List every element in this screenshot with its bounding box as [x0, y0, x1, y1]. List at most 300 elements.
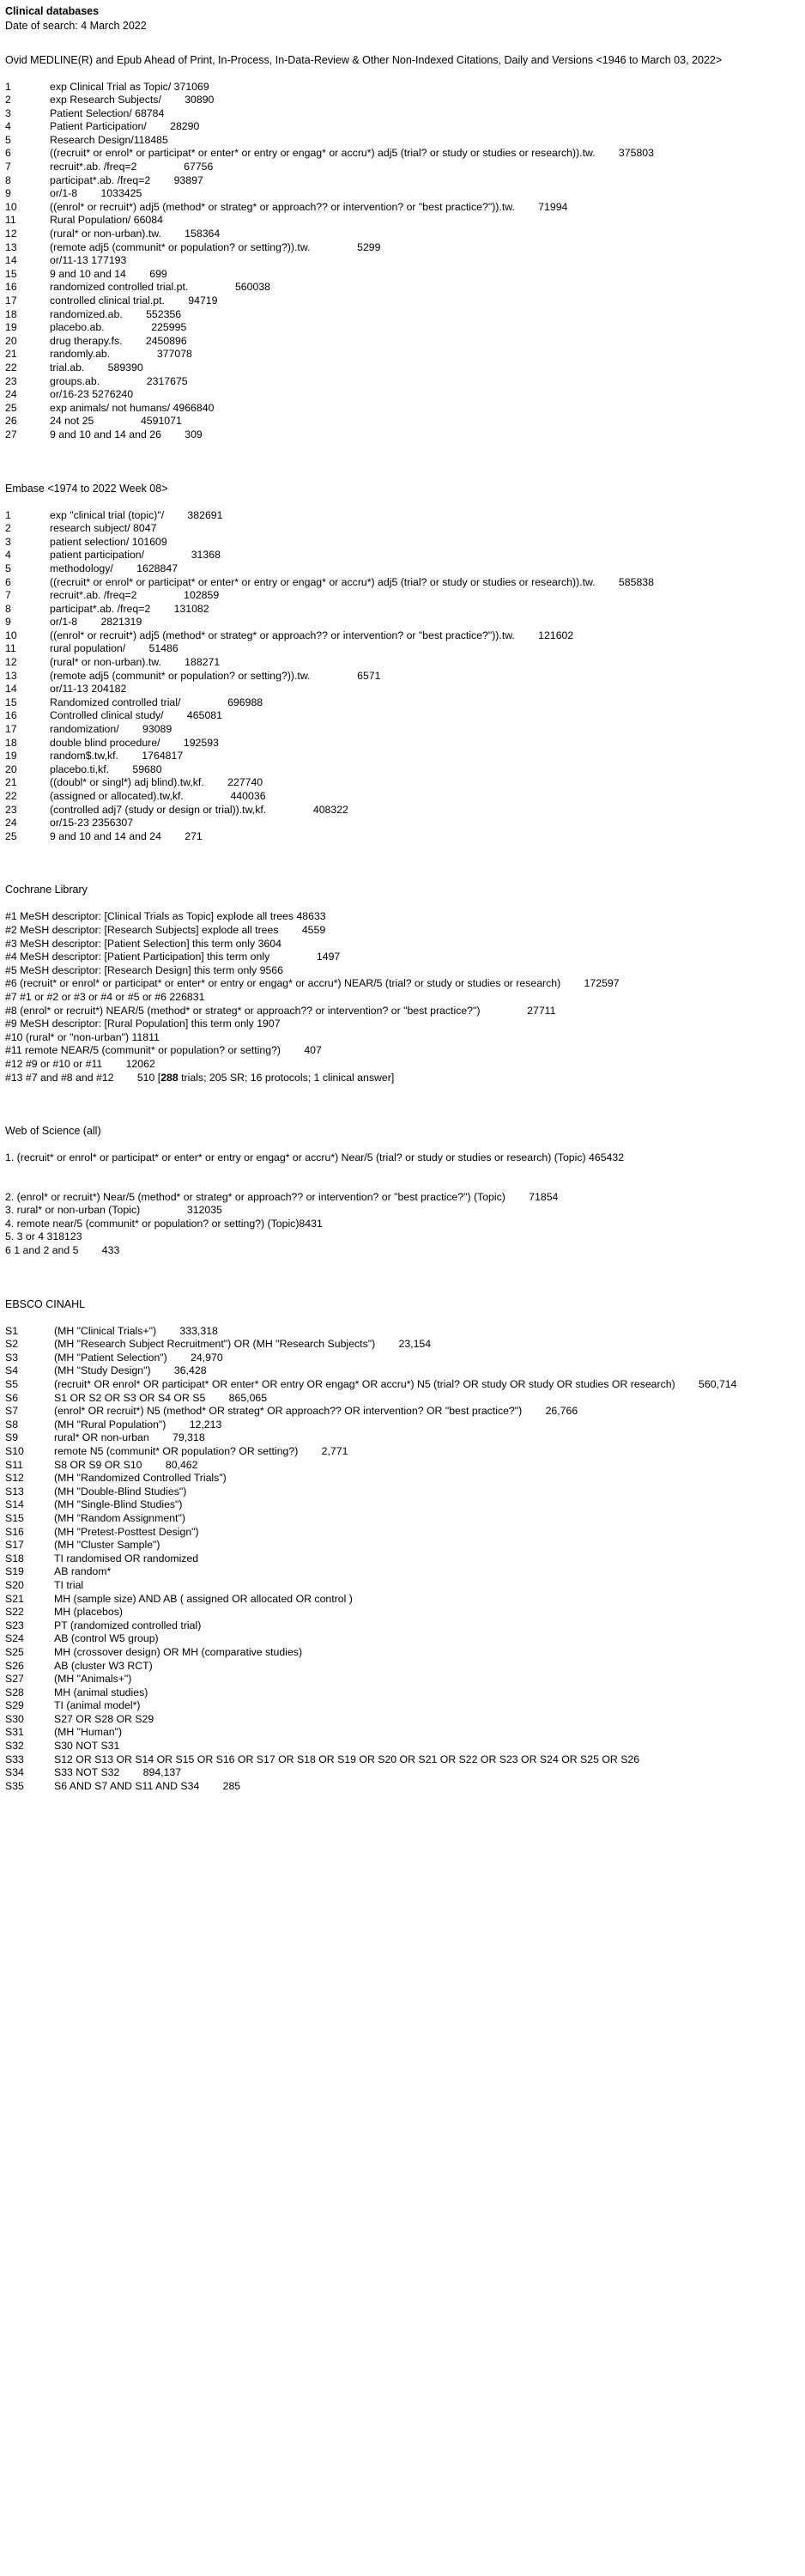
search-line-text: (remote adj5 (communit* or population? or setting?)).tw. 6571: [50, 669, 381, 682]
search-line: [5, 1058, 800, 1072]
search-line: [5, 81, 800, 94]
search-line-number: S13: [5, 1485, 24, 1498]
search-line-text: (rural* or non-urban).tw. 158364: [50, 228, 221, 240]
search-line-number: 16: [5, 281, 17, 294]
search-line: [5, 335, 800, 349]
search-line-text: Research Design/118485: [50, 133, 168, 146]
search-line-text: #4 MeSH descriptor: [Patient Participation] this term only 1497: [5, 951, 341, 963]
search-line: [5, 670, 800, 683]
search-line: [5, 1352, 800, 1365]
search-line: [5, 107, 800, 121]
database-header-cochrane: Cochrane Library: [5, 884, 88, 896]
search-line: [5, 1766, 800, 1780]
search-line-text: randomly.ab. 377078: [50, 348, 192, 361]
search-line: [5, 134, 800, 148]
search-line: [5, 1606, 800, 1619]
search-line-text: (remote adj5 (communit* or population? or setting?)).tw. 5299: [50, 240, 381, 253]
search-line-text: (rural* or non-urban).tw. 188271: [50, 656, 221, 669]
search-line-number: S5: [5, 1378, 19, 1391]
search-line-text: 3. rural* or non-urban (Topic) 312035: [5, 1204, 222, 1217]
search-line-number: 5: [5, 133, 11, 146]
search-line-number: 13: [5, 669, 17, 682]
database-section-wos: [5, 1124, 800, 1258]
search-line-number: S32: [5, 1740, 24, 1753]
search-line-number: S25: [5, 1645, 24, 1658]
search-line: [5, 1539, 800, 1552]
search-line: [5, 709, 800, 723]
search-line-text: #10 (rural* or "non-urban") 11811: [5, 1030, 160, 1043]
search-line-text: AB random*: [54, 1565, 112, 1578]
search-line: [5, 1244, 800, 1258]
search-line: [5, 991, 800, 1005]
search-line-text: S6 AND S7 AND S11 AND S34 285: [54, 1779, 241, 1792]
search-line: [5, 562, 800, 576]
search-line: [5, 1204, 800, 1218]
search-line-number: 16: [5, 709, 17, 722]
search-line-number: S18: [5, 1552, 24, 1564]
search-line-text: (recruit* OR enrol* OR participat* OR enter* OR entry OR engag* OR accru*) N5 (trial? OR study OR study OR studies OR research) 560,714: [54, 1378, 737, 1391]
database-header-wos: Web of Science (all): [5, 1125, 101, 1138]
search-line-number: 22: [5, 790, 17, 802]
search-line: [5, 1031, 800, 1045]
search-line-number: 7: [5, 161, 11, 173]
search-line: [5, 1338, 800, 1352]
search-line: [5, 268, 800, 282]
search-line-text: #13 #7 and #8 and #12 510 [: [5, 1071, 161, 1084]
search-line-text: 24 not 25 4591071: [50, 415, 182, 428]
search-line: [5, 1753, 800, 1767]
search-line-number: 6: [5, 147, 11, 160]
search-line: [5, 964, 800, 978]
search-line: [5, 1005, 800, 1018]
search-line-text: PT (randomized controlled trial): [54, 1619, 202, 1631]
search-line-text: remote N5 (communit* OR population? OR setting?) 2,771: [54, 1445, 348, 1457]
search-line: [5, 1405, 800, 1419]
search-line-text: (MH "Animals+"): [54, 1673, 132, 1686]
search-line-text: or/16-23 5276240: [50, 388, 134, 401]
search-line-text: (enrol* OR recruit*) N5 (method* OR strateg* OR approach?? OR intervention? OR "best practice?") 26,766: [54, 1405, 578, 1418]
search-line-text: (MH "Randomized Controlled Trials"): [54, 1472, 227, 1485]
search-line-number: S19: [5, 1565, 24, 1578]
search-line-number: 18: [5, 307, 17, 320]
search-line-number: 15: [5, 267, 17, 280]
search-line-text: ((recruit* or enrol* or participat* or enter* or entry or engag* or accru*) adj5 (trial? or study or studies or research)).tw. 375803: [50, 147, 654, 160]
search-line: [5, 187, 800, 201]
search-line: [5, 348, 800, 361]
search-line: [5, 509, 800, 523]
search-line-text: TI (animal model*): [54, 1699, 141, 1712]
search-line-text: #2 MeSH descriptor: [Research Subjects] explode all trees 4559: [5, 923, 326, 936]
search-line-number: S11: [5, 1458, 23, 1471]
search-line-number: 21: [5, 348, 17, 361]
search-line-text: 9 and 10 and 14 and 24 271: [50, 829, 203, 842]
search-line: [5, 1498, 800, 1512]
search-line: [5, 1378, 800, 1392]
search-line-number: S27: [5, 1673, 24, 1686]
search-line: [5, 1485, 800, 1499]
search-line-text: #6 (recruit* or enrol* or participat* or enter* or entry or engag* or accru*) NEAR/5 (trial? or study or studies or research) 172597: [5, 977, 620, 990]
search-line-number: S22: [5, 1606, 24, 1619]
search-line: [5, 910, 800, 924]
search-line-text: #12 #9 or #10 or #11 12062: [5, 1057, 155, 1070]
search-line-text: ((enrol* or recruit*) adj5 (method* or strateg* or approach?? or intervention? or "best practice?")).tw. 121602: [50, 629, 574, 641]
search-line-text: (assigned or allocated).tw,kf. 440036: [50, 790, 266, 802]
search-line-text: randomized.ab. 552356: [50, 307, 182, 320]
search-line-number: S20: [5, 1578, 24, 1591]
search-line: [5, 1512, 800, 1526]
section-gap: [5, 1084, 800, 1124]
search-line-text: Randomized controlled trial/ 696988: [50, 696, 263, 708]
search-line-text: rural* OR non-urban 79,318: [54, 1431, 205, 1444]
search-line-text: (MH "Study Design") 36,428: [54, 1364, 207, 1377]
search-line: [5, 1579, 800, 1593]
search-line-number: S24: [5, 1632, 24, 1645]
search-line-number: 20: [5, 334, 17, 347]
search-line-number: 25: [5, 401, 17, 414]
search-line-text: AB (control W5 group): [54, 1632, 159, 1645]
database-header-embase: Embase <1974 to 2022 Week 08>: [5, 482, 168, 495]
search-line-number: S4: [5, 1364, 19, 1377]
search-line: [5, 576, 800, 590]
search-line-text: (MH "Single-Blind Studies"): [54, 1498, 183, 1511]
search-line: [5, 1526, 800, 1540]
search-line: [5, 254, 800, 268]
database-header-medline: Ovid MEDLINE(R) and Epub Ahead of Print, In-Process, In-Data-Review & Other Non-Indexed Citations, Daily and Versions <1946 to March 03, 2022>: [5, 53, 723, 66]
search-line-text: #11 remote NEAR/5 (communit* or population? or setting?) 407: [5, 1044, 322, 1057]
search-line-text: MH (sample size) AND AB ( assigned OR allocated OR control ): [54, 1592, 353, 1605]
search-line-number: S3: [5, 1351, 19, 1364]
header-gap: [5, 1138, 800, 1151]
search-line: [5, 830, 800, 844]
search-line-text: (MH "Random Assignment"): [54, 1511, 185, 1524]
database-section-cochrane: [5, 883, 800, 1084]
search-line-text: recruit*.ab. /freq=2 67756: [50, 161, 214, 173]
search-line-number: S34: [5, 1766, 24, 1779]
search-line-number: 19: [5, 750, 17, 762]
search-line-text: placebo.ti,kf. 59680: [50, 762, 162, 775]
search-line-number: 8: [5, 173, 11, 186]
search-line: [5, 1191, 800, 1205]
search-line-list-embase: [5, 509, 800, 844]
search-line-text: methodology/ 1628847: [50, 562, 179, 574]
search-line-number: 9: [5, 616, 11, 629]
search-line: [5, 402, 800, 416]
search-line-number: S16: [5, 1525, 24, 1538]
search-line: [5, 804, 800, 817]
search-line-number: 4: [5, 120, 11, 133]
search-line-text: TI trial: [54, 1578, 84, 1591]
search-line-number: S35: [5, 1779, 24, 1792]
search-line-text: 5. 3 or 4 318123: [5, 1230, 82, 1243]
search-line: [5, 589, 800, 603]
search-line-number: S17: [5, 1539, 24, 1552]
search-line: [5, 616, 800, 629]
document-header: [5, 5, 800, 33]
search-line-number: 1: [5, 508, 11, 521]
search-line: [5, 415, 800, 428]
search-line-text: S12 OR S13 OR S14 OR S15 OR S16 OR S17 OR S18 OR S19 OR S20 OR S21 OR S22 OR S23 OR S24 OR S25 OR S26: [54, 1753, 640, 1765]
search-line-text: 4. remote near/5 (communit* or population? or setting?) (Topic)8431: [5, 1217, 323, 1230]
search-line-number: 22: [5, 361, 17, 374]
search-line-number: S23: [5, 1619, 24, 1631]
search-line-text: (MH "Cluster Sample"): [54, 1539, 160, 1552]
search-line-text: 9 and 10 and 14 699: [50, 267, 167, 280]
search-line-number: 7: [5, 589, 11, 602]
search-line: [5, 938, 800, 951]
search-line: [5, 522, 800, 536]
search-line-number: S9: [5, 1431, 19, 1444]
search-line: [5, 1165, 800, 1191]
search-line: [5, 656, 800, 670]
search-line: [5, 1151, 800, 1165]
search-line: [5, 174, 800, 188]
search-line-number: 3: [5, 535, 11, 548]
search-line: [5, 750, 800, 763]
search-line-number: S33: [5, 1753, 24, 1765]
search-line: [5, 776, 800, 790]
search-line-number: S21: [5, 1592, 24, 1605]
search-line-number: 24: [5, 388, 17, 401]
section-gap: [5, 1258, 800, 1297]
search-line: [5, 147, 800, 161]
search-line: [5, 1726, 800, 1740]
search-line-text: exp Research Subjects/ 30890: [50, 94, 215, 106]
search-line-text: MH (crossover design) OR MH (comparative studies): [54, 1645, 303, 1658]
search-line-number: 20: [5, 762, 17, 775]
database-header-cinahl: EBSCO CINAHL: [5, 1297, 86, 1310]
search-line-text: 2. (enrol* or recruit*) Near/5 (method* or strateg* or approach?? or intervention? or "best practice?") (Topic) 71854: [5, 1190, 559, 1203]
search-line-text: 1. (recruit* or enrol* or participat* or enter* or entry or engag* or accru*) Near/5 (trial? or study or studies or research) (Topic) 465432: [5, 1151, 625, 1164]
search-line-text: 9 and 10 and 14 and 26 309: [50, 428, 203, 440]
search-line-text: rural population/ 51486: [50, 642, 179, 655]
search-line-number: 21: [5, 776, 17, 789]
section-gap: [5, 843, 800, 883]
section-gap: [5, 442, 800, 482]
search-line-text: randomized controlled trial.pt. 560038: [50, 281, 271, 294]
search-line: [5, 790, 800, 804]
search-line-text: randomization/ 93089: [50, 723, 172, 736]
search-line-text: MH (animal studies): [54, 1686, 148, 1698]
search-line: [5, 1686, 800, 1700]
date-of-search: Date of search: 4 March 2022: [5, 19, 147, 32]
search-line-text: ((recruit* or enrol* or participat* or enter* or entry or engag* or accru*) adj5 (trial? or study or studies or research)).tw. 585838: [50, 575, 654, 588]
search-line: [5, 977, 800, 991]
search-line: [5, 120, 800, 134]
search-line-number: S26: [5, 1659, 24, 1672]
search-line-text: (MH "Clinical Trials+") 333,318: [54, 1324, 218, 1337]
search-line-number: 17: [5, 723, 17, 736]
search-line: [5, 817, 800, 830]
search-line-text: #3 MeSH descriptor: [Patient Selection] this term only 3604: [5, 937, 281, 950]
search-line: [5, 428, 800, 442]
search-line: [5, 1472, 800, 1485]
search-line-text-after: trials; 205 SR; 16 protocols; 1 clinical answer]: [178, 1071, 395, 1084]
search-line-number: S6: [5, 1391, 19, 1404]
search-line: [5, 241, 800, 255]
search-line-text: (MH "Rural Population") 12,213: [54, 1418, 222, 1431]
search-line: [5, 1072, 800, 1085]
search-line-text: random$.tw,kf. 1764817: [50, 750, 184, 762]
search-line: [5, 1325, 800, 1339]
search-line-text: TI randomised OR randomized: [54, 1552, 199, 1564]
search-line-text: MH (placebos): [54, 1606, 123, 1619]
search-line: [5, 723, 800, 737]
search-line: [5, 1044, 800, 1058]
search-line-text: S33 NOT S32 894,137: [54, 1766, 182, 1779]
search-line-text: (MH "Pretest-Posttest Design"): [54, 1525, 199, 1538]
search-line: [5, 308, 800, 322]
search-strategy-sections: [5, 33, 800, 1794]
search-line-text: patient participation/ 31368: [50, 549, 221, 562]
search-line-number: 17: [5, 295, 17, 307]
search-line-list-wos: [5, 1151, 800, 1258]
search-line-number: 13: [5, 240, 17, 253]
search-line-list-cinahl: [5, 1325, 800, 1794]
search-line: [5, 1699, 800, 1713]
search-line: [5, 1364, 800, 1378]
search-line-text: S30 NOT S31: [54, 1740, 120, 1753]
search-line-text: recruit*.ab. /freq=2 102859: [50, 589, 220, 602]
search-line: [5, 1419, 800, 1432]
search-line-text: S27 OR S28 OR S29: [54, 1712, 154, 1725]
search-line-text: S8 OR S9 OR S10 80,462: [54, 1458, 198, 1471]
search-line-text: (MH "Patient Selection") 24,970: [54, 1351, 223, 1364]
search-line: [5, 1459, 800, 1473]
database-section-medline: [5, 53, 800, 442]
search-line-number: 10: [5, 629, 17, 641]
search-line: [5, 642, 800, 656]
search-line: [5, 1780, 800, 1794]
search-line: [5, 763, 800, 777]
search-line-text: ((enrol* or recruit*) adj5 (method* or strateg* or approach?? or intervention? or "best practice?")).tw. 71994: [50, 200, 568, 213]
search-line-number: S14: [5, 1498, 24, 1511]
search-line-text: or/15-23 2356307: [50, 817, 134, 829]
search-line-text: drug therapy.fs. 2450896: [50, 334, 187, 347]
header-gap: [5, 495, 800, 509]
search-line: [5, 361, 800, 375]
search-line-text: Rural Population/ 66084: [50, 214, 163, 227]
search-line: [5, 629, 800, 643]
search-line-text: Controlled clinical study/ 465081: [50, 709, 222, 722]
search-line-number: 11: [5, 642, 16, 655]
header-gap: [5, 896, 800, 910]
search-line-text: (MH "Research Subject Recruitment") OR (MH "Research Subjects") 23,154: [54, 1338, 432, 1351]
search-line-number: 14: [5, 254, 17, 267]
search-line: [5, 683, 800, 696]
search-line-number: S15: [5, 1511, 24, 1524]
search-line-text: ((doubl* or singl*) adj blind).tw,kf. 227740: [50, 776, 263, 789]
search-line-text: groups.ab. 2317675: [50, 374, 188, 387]
search-line: [5, 536, 800, 550]
search-line-text: #8 (enrol* or recruit*) NEAR/5 (method* or strateg* or approach?? or intervention? or "best practice?") 27711: [5, 1004, 556, 1017]
search-line: [5, 1018, 800, 1031]
search-line: [5, 1660, 800, 1674]
search-line: [5, 1431, 800, 1445]
search-line-number: 8: [5, 602, 11, 615]
search-line-number: 23: [5, 374, 17, 387]
search-line: [5, 1713, 800, 1727]
search-line-number: 14: [5, 683, 17, 696]
search-line-number: 4: [5, 549, 11, 562]
header-gap: [5, 67, 800, 81]
search-line: [5, 201, 800, 215]
search-line-number: 26: [5, 415, 17, 428]
search-line-number: S2: [5, 1338, 19, 1351]
search-line-number: S10: [5, 1445, 24, 1457]
search-line-number: S8: [5, 1418, 19, 1431]
search-line: [5, 1552, 800, 1566]
search-line-number: 9: [5, 187, 11, 200]
search-line: [5, 1632, 800, 1646]
search-line-number: 10: [5, 200, 17, 213]
search-line: [5, 161, 800, 174]
search-line: [5, 1673, 800, 1686]
search-line-text: research subject/ 8047: [50, 522, 157, 535]
search-line-number: 25: [5, 829, 17, 842]
search-line-text: exp Clinical Trial as Topic/ 371069: [50, 80, 209, 93]
search-line-text: or/1-8 1033425: [50, 187, 142, 200]
search-line-text: (controlled adj7 (study or design or trial)).tw,kf. 408322: [50, 803, 348, 816]
search-line: [5, 1593, 800, 1607]
search-line-text: 6 1 and 2 and 5 433: [5, 1244, 120, 1257]
search-line-number: S28: [5, 1686, 24, 1698]
search-line-text: #5 MeSH descriptor: [Research Design] this term only 9566: [5, 963, 283, 976]
search-line-text: or/11-13 204182: [50, 683, 127, 696]
search-line-text: participat*.ab. /freq=2 93897: [50, 173, 203, 186]
search-line-text: trial.ab. 589390: [50, 361, 143, 374]
search-line-text: (MH "Double-Blind Studies"): [54, 1485, 187, 1498]
search-line: [5, 1218, 800, 1231]
search-line-number: 12: [5, 228, 17, 240]
search-line-number: S1: [5, 1324, 19, 1337]
search-line-number: 18: [5, 736, 17, 749]
search-line-text: controlled clinical trial.pt. 94719: [50, 295, 218, 307]
search-line: [5, 94, 800, 107]
search-line-number: S7: [5, 1405, 19, 1418]
search-line-number: 11: [5, 214, 16, 227]
search-line-text: exp animals/ not humans/ 4966840: [50, 401, 215, 414]
search-line-list-medline: [5, 81, 800, 442]
search-line-text: Patient Selection/ 68784: [50, 106, 165, 119]
search-line-number: 6: [5, 575, 11, 588]
search-line-text: #7 #1 or #2 or #3 or #4 or #5 or #6 226831: [5, 990, 205, 1003]
search-line: [5, 375, 800, 389]
search-line-text: exp "clinical trial (topic)"/ 382691: [50, 508, 223, 521]
page-title: Clinical databases: [5, 5, 100, 17]
search-line: [5, 1445, 800, 1459]
database-section-cinahl: [5, 1297, 800, 1794]
database-section-embase: [5, 482, 800, 844]
search-line-number: S12: [5, 1472, 24, 1485]
header-gap: [5, 1311, 800, 1325]
search-line-highlight: 288: [160, 1071, 179, 1084]
search-line: [5, 924, 800, 938]
search-line-number: 24: [5, 817, 17, 829]
search-line-text: patient selection/ 101609: [50, 535, 167, 548]
search-line-text: participat*.ab. /freq=2 131082: [50, 602, 209, 615]
search-line-number: 27: [5, 428, 17, 440]
search-line: [5, 295, 800, 308]
search-line: [5, 388, 800, 402]
search-line-text: Patient Participation/ 28290: [50, 120, 200, 133]
search-line: [5, 1619, 800, 1633]
search-line-number: 2: [5, 94, 11, 106]
search-line: [5, 549, 800, 562]
search-line-number: 2: [5, 522, 11, 535]
search-line: [5, 1230, 800, 1244]
section-gap: [5, 33, 800, 53]
search-line: [5, 951, 800, 964]
